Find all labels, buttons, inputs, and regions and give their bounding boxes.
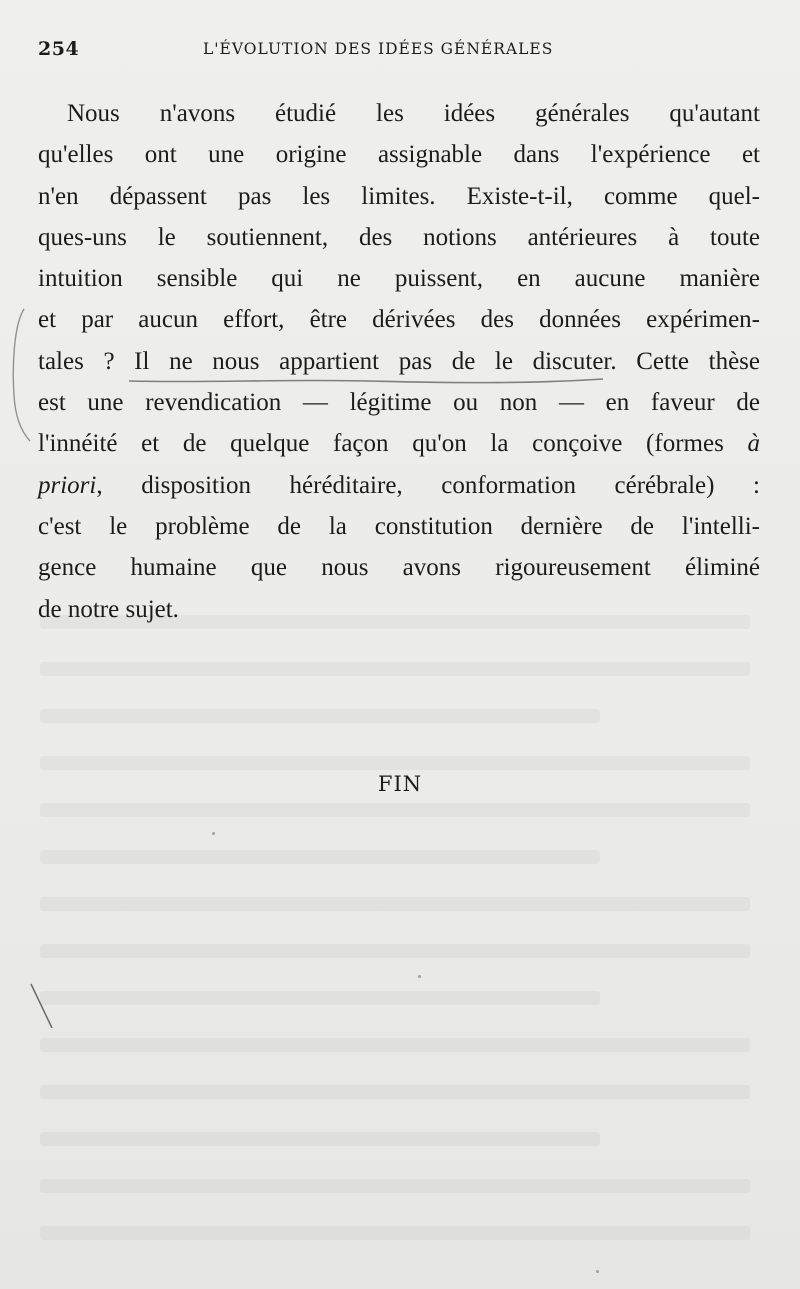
show-through-band	[40, 991, 600, 1005]
text-line: ques-uns le soutiennent, des notions antérieures à toute	[38, 223, 760, 251]
text-line	[38, 465, 760, 506]
text-line: de notre sujet.	[38, 595, 179, 623]
ending-label: FIN	[377, 772, 423, 796]
show-through-band	[40, 1179, 750, 1193]
show-through-band	[40, 709, 600, 723]
pencil-margin-bracket	[6, 305, 40, 445]
show-through-text	[40, 595, 780, 1285]
text-line: tales ? Il ne nous appartient pas de le discuter. Cette thèse	[38, 347, 760, 375]
text-line	[38, 423, 760, 464]
text-line: gence humaine que nous avons rigoureusement éliminé	[38, 554, 760, 582]
italic-word: à	[747, 430, 760, 458]
text-line: intuition sensible qui ne puissent, en aucune manière	[38, 265, 760, 293]
italic-word: priori	[38, 471, 97, 499]
paper-speck	[212, 832, 215, 835]
text-segment: l'innéité et de quelque façon qu'on la conçoive (formes	[38, 430, 748, 458]
text-segment: , disposition héréditaire, conformation cérébrale) :	[96, 471, 760, 499]
show-through-band	[40, 1038, 750, 1052]
show-through-band	[40, 1132, 600, 1146]
running-title: L'ÉVOLUTION DES IDÉES GÉNÉRALES	[203, 40, 554, 58]
text-line: c'est le problème de la constitution dernière de l'intelli-	[38, 512, 760, 540]
paper-speck	[596, 1270, 599, 1273]
body-paragraph	[38, 93, 760, 630]
page-number: 254	[38, 38, 80, 60]
pencil-margin-stroke	[28, 982, 56, 1032]
show-through-band	[40, 662, 750, 676]
text-line: qu'elles ont une origine assignable dans l'expérience et	[38, 141, 760, 169]
show-through-band	[40, 944, 750, 958]
show-through-band	[40, 803, 750, 817]
show-through-band	[40, 897, 750, 911]
show-through-band	[40, 850, 600, 864]
text-line: n'en dépassent pas les limites. Existe-t-il, comme quel-	[38, 182, 760, 210]
page-header	[38, 38, 760, 66]
show-through-band	[40, 1226, 750, 1240]
text-line: est une revendication — légitime ou non — en faveur de	[38, 389, 760, 417]
paper-speck	[418, 975, 421, 978]
show-through-band	[40, 1085, 750, 1099]
text-line: et par aucun effort, être dérivées des données expérimen-	[38, 306, 760, 334]
show-through-band	[40, 756, 750, 770]
text-line: Nous n'avons étudié les idées générales qu'autant	[67, 100, 760, 127]
